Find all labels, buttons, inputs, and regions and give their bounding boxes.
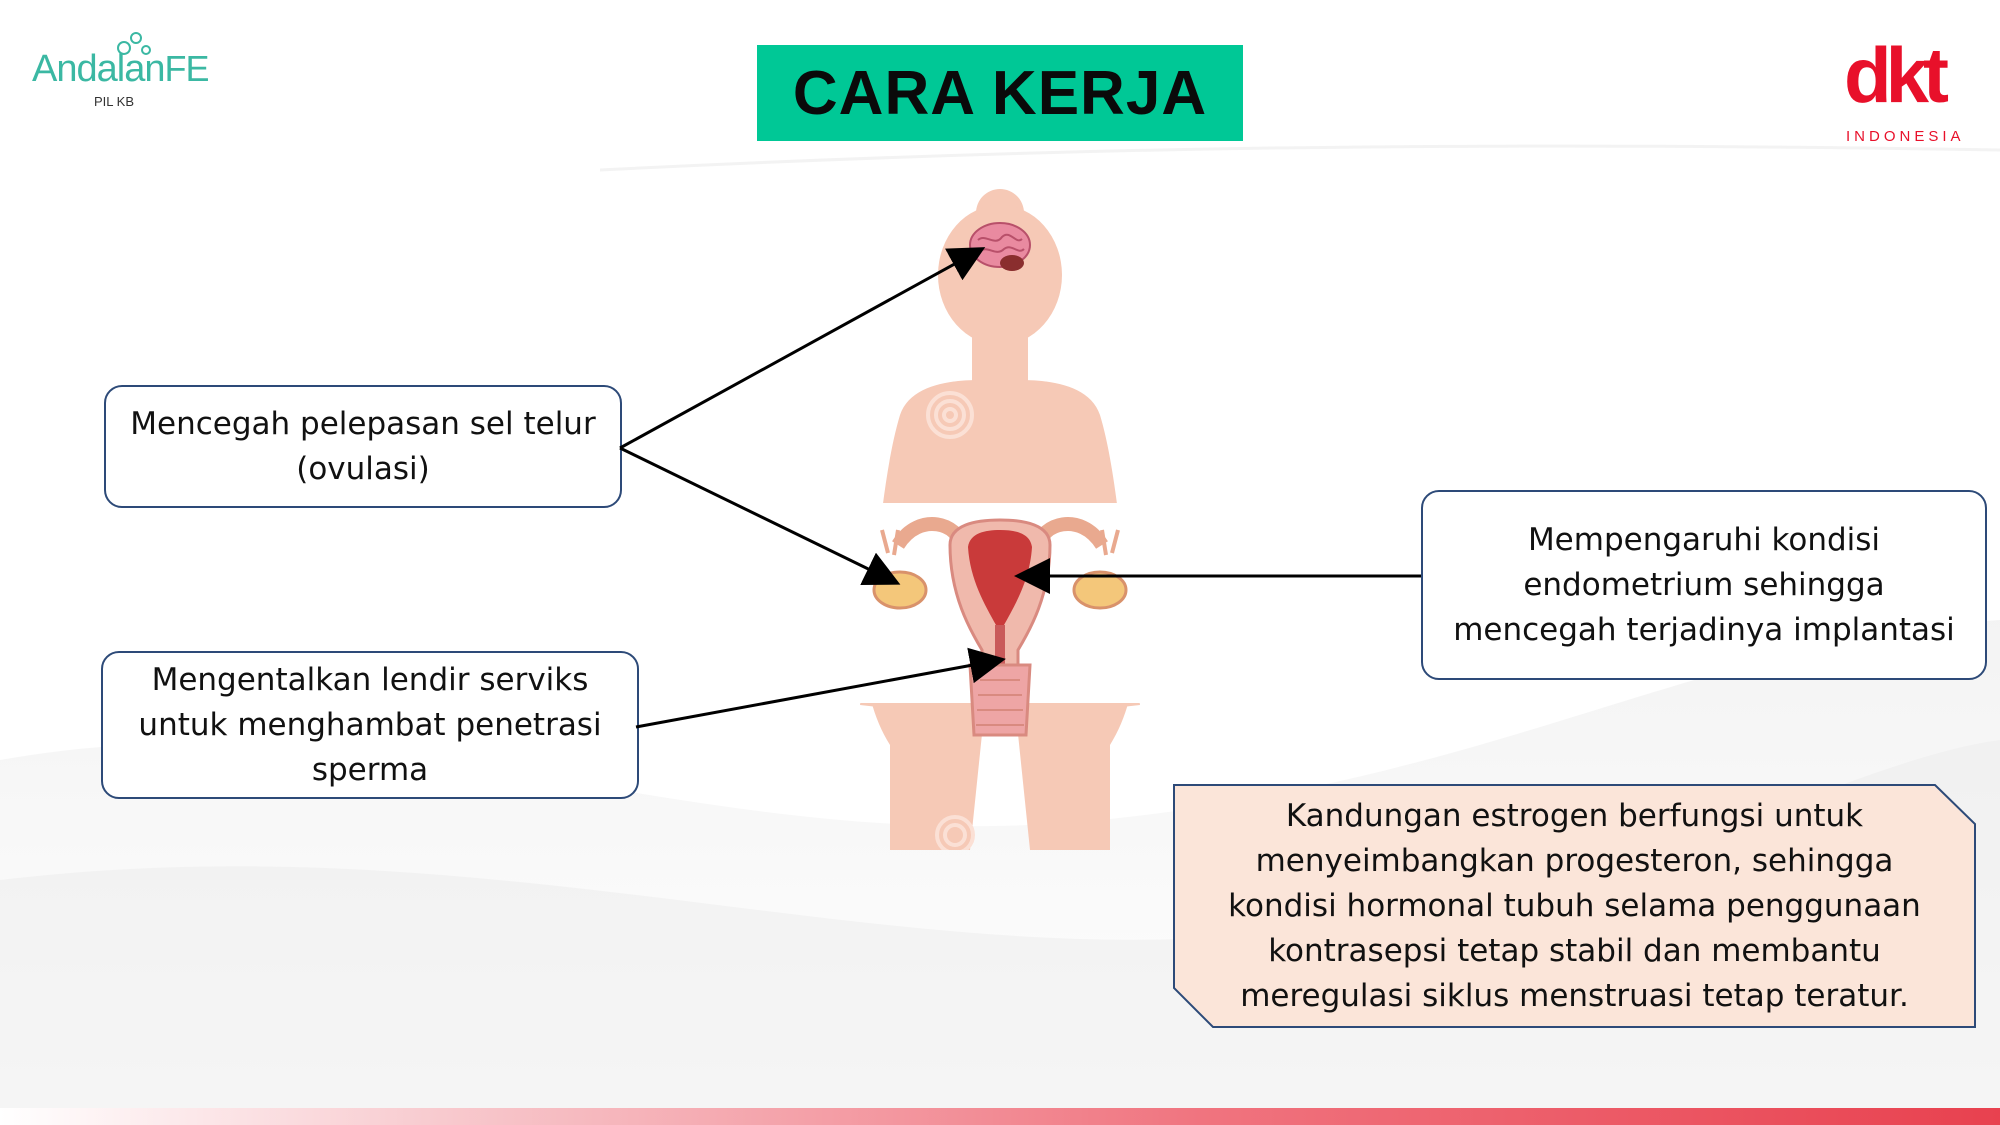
mucus-line1: Mengentalkan lendir serviks xyxy=(151,661,589,698)
endometrium-line1: Mempengaruhi kondisi xyxy=(1527,521,1881,558)
andalan-fe-logo xyxy=(28,26,228,116)
endometrium-box xyxy=(1421,490,1987,680)
logo-subtitle: PIL KB xyxy=(94,94,134,109)
estrogen-info-box xyxy=(1173,784,1976,1028)
cervical-mucus-box xyxy=(101,651,639,799)
ovulation-line1: Mencegah pelepasan sel telur xyxy=(130,405,596,442)
endometrium-line3: mencegah terjadinya implantasi xyxy=(1453,611,1955,648)
dkt-logo xyxy=(1840,31,1980,146)
mucus-line2: untuk menghambat penetrasi xyxy=(138,706,602,743)
page-title-banner xyxy=(757,45,1243,141)
info-line3: kondisi hormonal tubuh selama penggunaan xyxy=(1228,888,1921,924)
logo-brand: AndalanFE xyxy=(32,48,209,90)
info-line5: meregulasi siklus menstruasi tetap teratur. xyxy=(1240,978,1909,1014)
info-text xyxy=(1193,794,1956,1019)
dkt-subtitle: INDONESIA xyxy=(1846,128,1965,145)
info-line2: menyeimbangkan progesteron, sehingga xyxy=(1255,843,1894,879)
ovulation-box xyxy=(104,385,622,508)
ovulation-line2: (ovulasi) xyxy=(296,450,430,487)
info-line1: Kandungan estrogen berfungsi untuk xyxy=(1285,798,1864,834)
page-title: CARA KERJA xyxy=(792,58,1208,128)
dkt-brand: dkt xyxy=(1844,31,1943,119)
endometrium-line2: endometrium sehingga xyxy=(1523,566,1885,603)
mucus-line3: sperma xyxy=(311,751,429,788)
female-body-illustration xyxy=(790,185,1220,850)
info-line4: kontrasepsi tetap stabil dan membantu xyxy=(1268,933,1881,969)
footer-gradient-bar xyxy=(0,1108,2000,1125)
